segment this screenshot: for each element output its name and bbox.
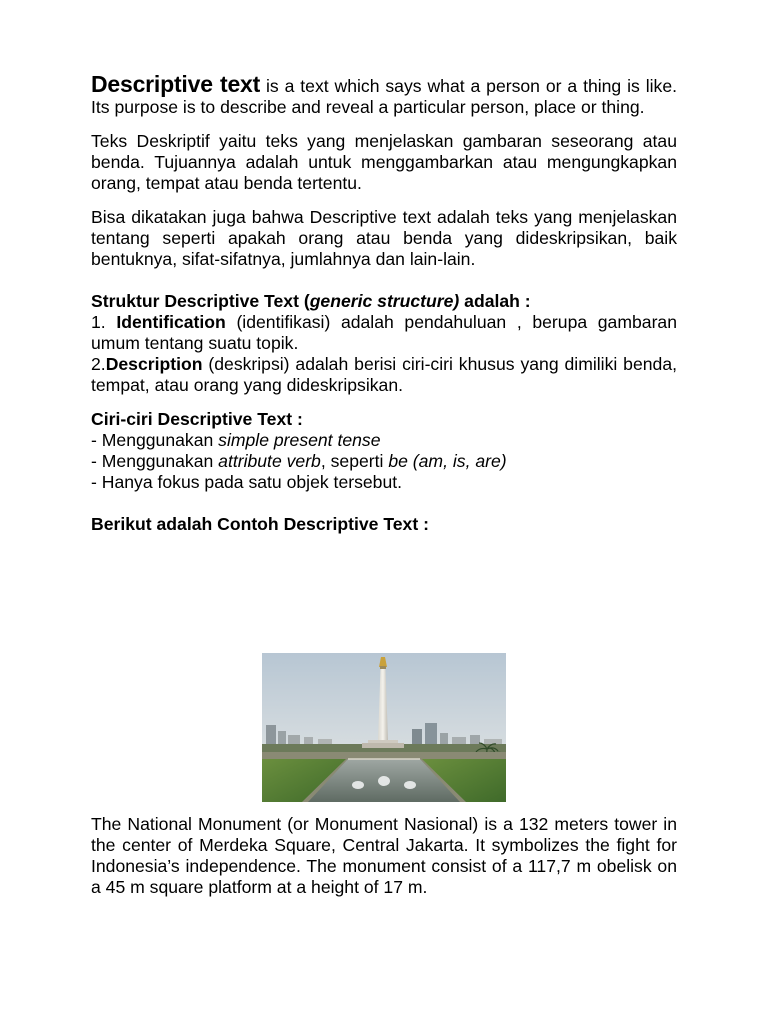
document-body: [91, 71, 678, 535]
structure-item-1-text: (identifikasi) adalah pendahuluan , berupa gambaran umum tentang suatu topik.: [91, 312, 678, 353]
intro-term: Descriptive text: [91, 71, 261, 97]
structure-item-2-term: Description: [105, 354, 203, 374]
structure-item-1-term: Identification: [116, 312, 226, 332]
structure-heading-italic: generic structure): [309, 291, 460, 311]
structure-heading: [91, 291, 677, 312]
national-monument-photo: [262, 653, 506, 802]
features-line-1: [91, 430, 677, 451]
features-line-2-prefix: - Menggunakan: [91, 451, 219, 471]
indonesian-paragraph-1: Teks Deskriptif yaitu teks yang menjelaskan gambaran seseorang atau benda. Tujuannya adalah untuk menggambarkan atau mengungkapkan orang, tempat atau benda tertentu.: [91, 131, 677, 193]
intro-paragraph: [91, 71, 677, 118]
monument-photo-illustration: [262, 653, 506, 802]
structure-item-2-text: (deskripsi) adalah berisi ciri-ciri khusus yang dimiliki benda, tempat, atau orang yang dideskripsikan.: [91, 354, 677, 395]
features-line-1-italic: simple present tense: [218, 430, 381, 450]
structure-item-1-number: 1.: [91, 312, 117, 332]
features-line-2-italic-2: be (am, is, are): [388, 451, 507, 471]
features-line-1-prefix: - Menggunakan: [91, 430, 219, 450]
features-line-2-italic: attribute verb: [218, 451, 321, 471]
structure-heading-end: adalah :: [459, 291, 531, 311]
structure-item-2-number: 2.: [91, 354, 106, 374]
structure-item-identification: [91, 312, 677, 354]
features-heading: [91, 409, 677, 430]
features-line-2-middle: , seperti: [320, 451, 389, 471]
example-heading: [91, 514, 677, 535]
structure-heading-start: Struktur Descriptive Text (: [91, 291, 310, 311]
features-heading-text: Ciri-ciri Descriptive Text :: [91, 409, 303, 429]
indonesian-paragraph-2: Bisa dikatakan juga bahwa Descriptive text adalah teks yang menjelaskan tentang seperti apakah orang atau benda yang dideskripsikan, baik bentuknya, sifat-sifatnya, jumlahnya dan lain-lain.: [91, 207, 677, 269]
features-line-3: - Hanya fokus pada satu objek tersebut.: [91, 472, 403, 492]
intro-definition: is a text which says what a person or a thing is like. Its purpose is to describe and reveal a particular person, place or thing.: [91, 76, 677, 117]
example-paragraph: The National Monument (or Monument Nasional) is a 132 meters tower in the center of Merdeka Square, Central Jakarta. It symbolizes the fight for Indonesia’s independence. The monument consist of a 117,7 m obelisk on a 45 m square platform at a height of 17 m.: [91, 814, 677, 897]
structure-item-description: [91, 354, 677, 396]
features-line-2: [91, 451, 677, 472]
example-heading-text: Berikut adalah Contoh Descriptive Text :: [91, 514, 429, 534]
